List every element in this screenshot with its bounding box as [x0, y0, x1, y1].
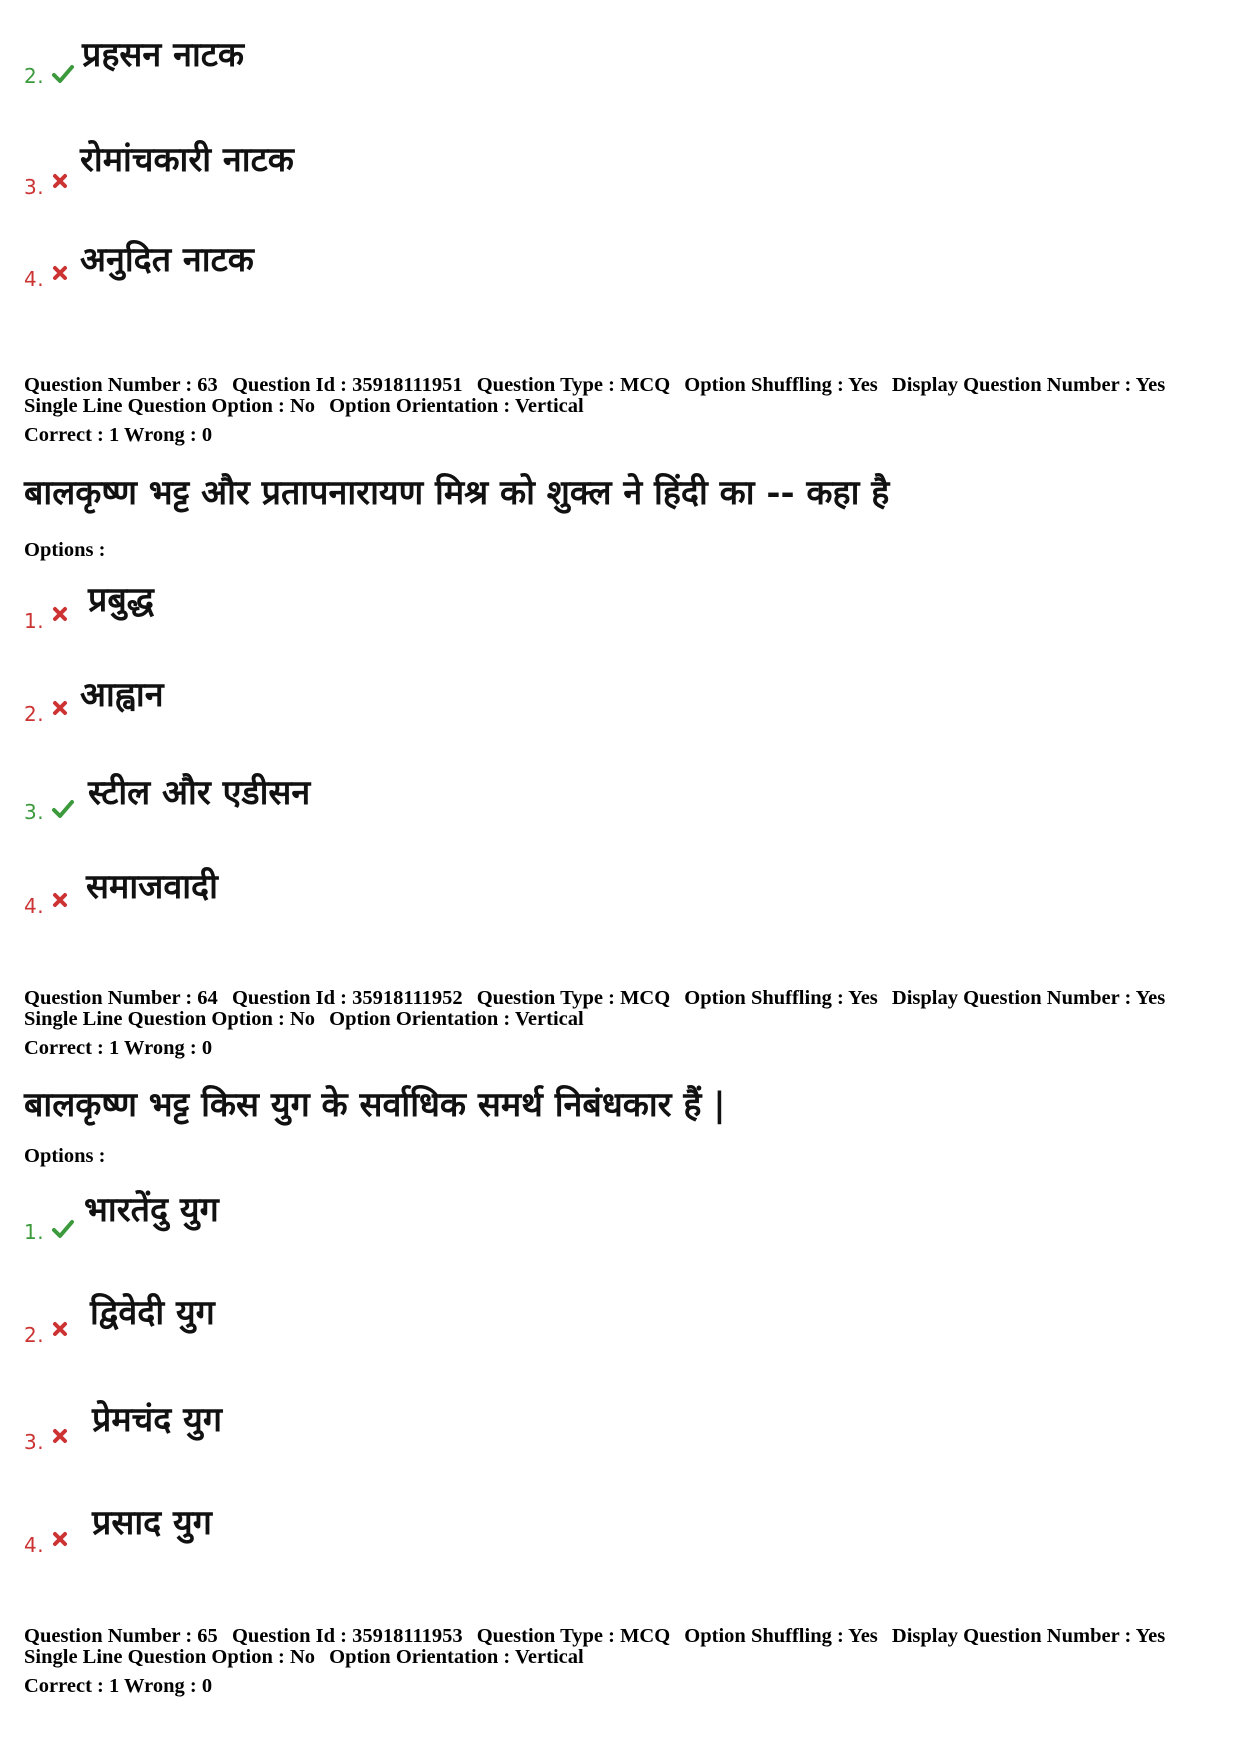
meta-display-number: Display Question Number : Yes — [891, 987, 1166, 1009]
option-row — [24, 1395, 924, 1455]
question-score: Correct : 1 Wrong : 0 — [24, 1675, 213, 1697]
meta-question-type: Question Type : MCQ — [476, 1625, 671, 1647]
check-icon — [52, 798, 74, 820]
option-row — [24, 1288, 924, 1348]
option-text: प्रसाद युग — [92, 1503, 212, 1543]
option-row — [24, 862, 924, 922]
option-number: 3. — [24, 1430, 45, 1454]
option-text: भारतेंदु युग — [84, 1190, 219, 1230]
question-meta — [24, 988, 1174, 1009]
meta-orientation: Option Orientation : Vertical — [329, 1646, 584, 1668]
meta-orientation: Option Orientation : Vertical — [329, 395, 584, 417]
cross-icon — [52, 606, 68, 622]
meta-question-type: Question Type : MCQ — [476, 987, 671, 1009]
meta-display-number: Display Question Number : Yes — [891, 1625, 1166, 1647]
option-number: 2. — [24, 702, 45, 726]
option-number: 1. — [24, 609, 45, 633]
cross-icon — [52, 892, 68, 908]
option-row — [24, 575, 924, 635]
meta-question-type: Question Type : MCQ — [476, 374, 671, 396]
option-text: प्रबुद्ध — [88, 580, 154, 620]
meta-option-shuffling: Option Shuffling : Yes — [684, 987, 878, 1009]
meta-option-shuffling: Option Shuffling : Yes — [684, 1625, 878, 1647]
option-row — [24, 135, 924, 199]
cross-icon — [52, 1531, 68, 1547]
option-number: 4. — [24, 267, 45, 291]
meta-question-number: Question Number : 65 — [24, 1625, 218, 1647]
option-number: 2. — [24, 64, 45, 88]
option-text: अनुदित नाटक — [80, 240, 254, 280]
cross-icon — [52, 265, 68, 281]
option-row — [24, 1185, 924, 1245]
question-meta — [24, 1626, 1174, 1647]
option-text: आह्वान — [80, 675, 164, 715]
check-icon — [52, 63, 74, 85]
question-meta-line2 — [24, 396, 593, 417]
option-number: 4. — [24, 894, 45, 918]
meta-orientation: Option Orientation : Vertical — [329, 1008, 584, 1030]
check-icon — [52, 1218, 74, 1240]
option-number: 3. — [24, 175, 45, 199]
option-number: 1. — [24, 1220, 45, 1244]
option-row — [24, 768, 924, 828]
option-row — [24, 235, 924, 295]
option-row — [24, 30, 924, 90]
option-text: स्टील और एडीसन — [88, 773, 311, 813]
question-meta-line2 — [24, 1009, 593, 1030]
meta-display-number: Display Question Number : Yes — [891, 374, 1166, 396]
cross-icon — [52, 173, 68, 189]
meta-question-number: Question Number : 63 — [24, 374, 218, 396]
meta-single-line: Single Line Question Option : No — [24, 1646, 316, 1668]
option-text: समाजवादी — [86, 867, 218, 907]
question-score: Correct : 1 Wrong : 0 — [24, 424, 213, 446]
question-text: बालकृष्ण भट्ट किस युग के सर्वाधिक समर्थ निबंधकार हैं | — [24, 1085, 726, 1125]
option-number: 3. — [24, 800, 45, 824]
option-number: 2. — [24, 1323, 45, 1347]
meta-single-line: Single Line Question Option : No — [24, 395, 316, 417]
options-label: Options : — [24, 539, 106, 561]
meta-option-shuffling: Option Shuffling : Yes — [684, 374, 878, 396]
meta-single-line: Single Line Question Option : No — [24, 1008, 316, 1030]
question-text: बालकृष्ण भट्ट और प्रतापनारायण मिश्र को शुक्ल ने हिंदी का -- कहा है — [24, 473, 890, 513]
option-text: प्रहसन नाटक — [82, 35, 245, 75]
cross-icon — [52, 1428, 68, 1444]
option-text: द्विवेदी युग — [90, 1293, 215, 1333]
option-number: 4. — [24, 1533, 45, 1557]
option-row — [24, 670, 924, 730]
question-meta-line2 — [24, 1647, 593, 1668]
options-label: Options : — [24, 1145, 106, 1167]
option-text: रोमांचकारी नाटक — [80, 140, 294, 180]
meta-question-id: Question Id : 35918111951 — [231, 374, 463, 396]
cross-icon — [52, 700, 68, 716]
meta-question-number: Question Number : 64 — [24, 987, 218, 1009]
option-row — [24, 1498, 924, 1558]
option-text: प्रेमचंद युग — [92, 1400, 223, 1440]
question-meta — [24, 375, 1174, 396]
meta-question-id: Question Id : 35918111953 — [231, 1625, 463, 1647]
question-score: Correct : 1 Wrong : 0 — [24, 1037, 213, 1059]
cross-icon — [52, 1321, 68, 1337]
meta-question-id: Question Id : 35918111952 — [231, 987, 463, 1009]
